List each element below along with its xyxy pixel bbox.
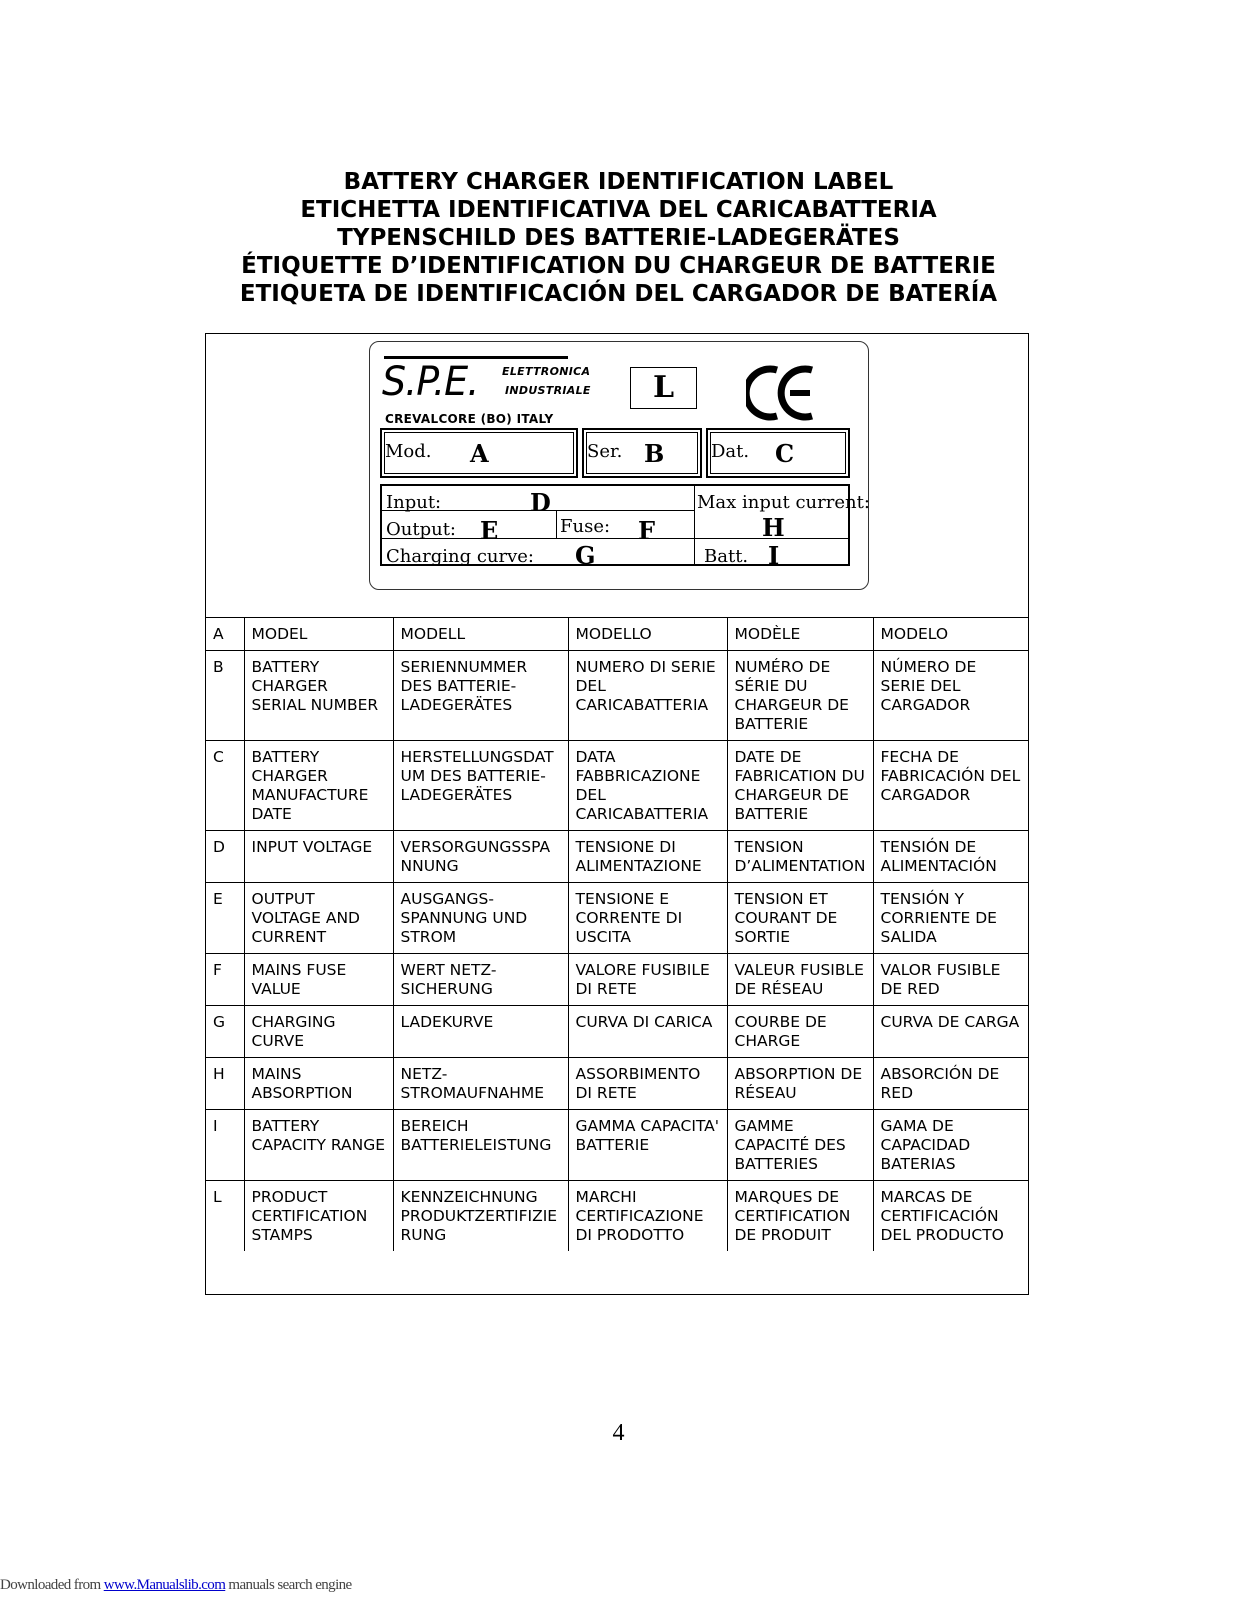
cell-fr: NUMÉRO DE SÉRIE DU CHARGEUR DE BATTERIE (727, 651, 873, 741)
cell-es: CURVA DE CARGA (873, 1006, 1028, 1058)
curve-letter: G (575, 541, 596, 570)
cell-code: G (206, 1006, 244, 1058)
table-row (206, 954, 1028, 1006)
input-label: Input: (386, 492, 442, 513)
cell-de: NETZ-STROMAUFNAHME (393, 1058, 568, 1110)
cell-en: BATTERY CHARGER SERIAL NUMBER (244, 651, 393, 741)
identification-plate (369, 341, 869, 590)
cell-en: MODEL (244, 618, 393, 651)
cell-de: VERSORGUNGSSPANNUNG (393, 831, 568, 883)
fuse-label: Fuse: (560, 516, 611, 537)
cell-it: CURVA DI CARICA (568, 1006, 727, 1058)
cell-it: DATA FABBRICAZIONE DEL CARICABATTERIA (568, 741, 727, 831)
cell-es: MODELO (873, 618, 1028, 651)
cell-en: CHARGING CURVE (244, 1006, 393, 1058)
cell-de: MODELL (393, 618, 568, 651)
cell-code: C (206, 741, 244, 831)
input-letter: D (530, 488, 551, 517)
brand-line1: ELETTRONICA (502, 365, 591, 378)
footer-prefix: Downloaded from (0, 1577, 104, 1593)
cell-it: VALORE FUSIBILE DI RETE (568, 954, 727, 1006)
cell-fr: COURBE DE CHARGE (727, 1006, 873, 1058)
table-row (206, 618, 1028, 651)
label-illustration-area (206, 334, 1028, 618)
cell-code: E (206, 883, 244, 954)
cell-es: VALOR FUSIBLE DE RED (873, 954, 1028, 1006)
cell-it: TENSIONE E CORRENTE DI USCITA (568, 883, 727, 954)
brand-line2: INDUSTRIALE (505, 384, 591, 397)
max-current-letter: H (762, 513, 785, 542)
table-row (206, 651, 1028, 741)
cell-it: ASSORBIMENTO DI RETE (568, 1058, 727, 1110)
curve-label: Charging curve: (386, 546, 534, 567)
cell-fr: TENSION D’ALIMENTATION (727, 831, 873, 883)
batt-label: Batt. (704, 546, 749, 567)
cell-de: BEREICH BATTERIELEISTUNG (393, 1110, 568, 1181)
cell-it: GAMMA CAPACITA' BATTERIE (568, 1110, 727, 1181)
cell-code: A (206, 618, 244, 651)
cell-en: PRODUCT CERTIFICATION STAMPS (244, 1181, 393, 1252)
cell-de: AUSGANGS-SPANNUNG UND STROM (393, 883, 568, 954)
cell-code: I (206, 1110, 244, 1181)
cell-de: KENNZEICHNUNG PRODUKTZERTIFIZIERUNG (393, 1181, 568, 1252)
cert-letter-box: L (630, 367, 697, 409)
mod-label: Mod. (385, 441, 432, 462)
cell-code: B (206, 651, 244, 741)
fuse-letter: F (638, 516, 656, 545)
cell-fr: GAMME CAPACITÉ DES BATTERIES (727, 1110, 873, 1181)
table-row (206, 1006, 1028, 1058)
cell-it: MARCHI CERTIFICAZIONE DI PRODOTTO (568, 1181, 727, 1252)
output-letter: E (480, 516, 499, 545)
table-row (206, 831, 1028, 883)
cell-fr: DATE DE FABRICATION DU CHARGEUR DE BATTERIE (727, 741, 873, 831)
title-block (0, 168, 1237, 308)
cell-fr: TENSION ET COURANT DE SORTIE (727, 883, 873, 954)
cell-it: NUMERO DI SERIE DEL CARICABATTERIA (568, 651, 727, 741)
cell-en: BATTERY CAPACITY RANGE (244, 1110, 393, 1181)
mod-letter: A (470, 439, 489, 468)
ser-label: Ser. (587, 441, 623, 462)
table-row (206, 1058, 1028, 1110)
cell-code: F (206, 954, 244, 1006)
cell-de: LADEKURVE (393, 1006, 568, 1058)
definitions-table (206, 617, 1028, 1251)
cell-de: SERIENNUMMER DES BATTERIE-LADEGERÄTES (393, 651, 568, 741)
cell-en: MAINS ABSORPTION (244, 1058, 393, 1110)
footer-download-note (0, 1577, 352, 1594)
page-number: 4 (612, 1420, 625, 1446)
cell-fr: VALEUR FUSIBLE DE RÉSEAU (727, 954, 873, 1006)
cell-de: WERT NETZ-SICHERUNG (393, 954, 568, 1006)
cell-es: GAMA DE CAPACIDAD BATERIAS (873, 1110, 1028, 1181)
cell-fr: ABSORPTION DE RÉSEAU (727, 1058, 873, 1110)
title-de: TYPENSCHILD DES BATTERIE-LADEGERÄTES (337, 225, 900, 251)
cell-es: NÚMERO DE SERIE DEL CARGADOR (873, 651, 1028, 741)
table-row (206, 741, 1028, 831)
manualslib-link[interactable]: www.Manualslib.com (103, 1577, 226, 1593)
cell-code: D (206, 831, 244, 883)
cell-it: TENSIONE DI ALIMENTAZIONE (568, 831, 727, 883)
cell-es: ABSORCIÓN DE RED (873, 1058, 1028, 1110)
ser-letter: B (644, 439, 665, 468)
brand-logo: S.P.E. (382, 359, 479, 405)
title-en: BATTERY CHARGER IDENTIFICATION LABEL (343, 169, 894, 195)
table-row (206, 1181, 1028, 1252)
dat-label: Dat. (711, 441, 750, 462)
cell-es: TENSIÓN DE ALIMENTACIÓN (873, 831, 1028, 883)
batt-letter: I (768, 541, 780, 570)
cell-it: MODELLO (568, 618, 727, 651)
cell-fr: MARQUES DE CERTIFICATION DE PRODUIT (727, 1181, 873, 1252)
cell-en: MAINS FUSE VALUE (244, 954, 393, 1006)
cell-code: H (206, 1058, 244, 1110)
title-es: ETIQUETA DE IDENTIFICACIÓN DEL CARGADOR DE BATERÍA (239, 281, 998, 307)
cell-code: L (206, 1181, 244, 1252)
cell-fr: MODÈLE (727, 618, 873, 651)
title-fr: ÉTIQUETTE D’IDENTIFICATION DU CHARGEUR DE BATTERIE (241, 253, 996, 279)
cell-en: OUTPUT VOLTAGE AND CURRENT (244, 883, 393, 954)
label-frame (205, 333, 1029, 1295)
table-row (206, 1110, 1028, 1181)
table-row (206, 883, 1028, 954)
cell-de: HERSTELLUNGSDATUM DES BATTERIE-LADEGERÄTES (393, 741, 568, 831)
title-it: ETICHETTA IDENTIFICATIVA DEL CARICABATTERIA (300, 197, 937, 223)
cell-es: FECHA DE FABRICACIÓN DEL CARGADOR (873, 741, 1028, 831)
dat-letter: C (775, 439, 795, 468)
cell-es: MARCAS DE CERTIFICACIÓN DEL PRODUCTO (873, 1181, 1028, 1252)
max-current-label: Max input current: (697, 492, 870, 513)
cell-en: BATTERY CHARGER MANUFACTURE DATE (244, 741, 393, 831)
footer-suffix: manuals search engine (225, 1577, 352, 1593)
brand-city: CREVALCORE (BO) ITALY (385, 412, 554, 426)
cell-en: INPUT VOLTAGE (244, 831, 393, 883)
ce-mark-icon (746, 362, 818, 424)
output-label: Output: (386, 519, 456, 540)
cell-es: TENSIÓN Y CORRIENTE DE SALIDA (873, 883, 1028, 954)
